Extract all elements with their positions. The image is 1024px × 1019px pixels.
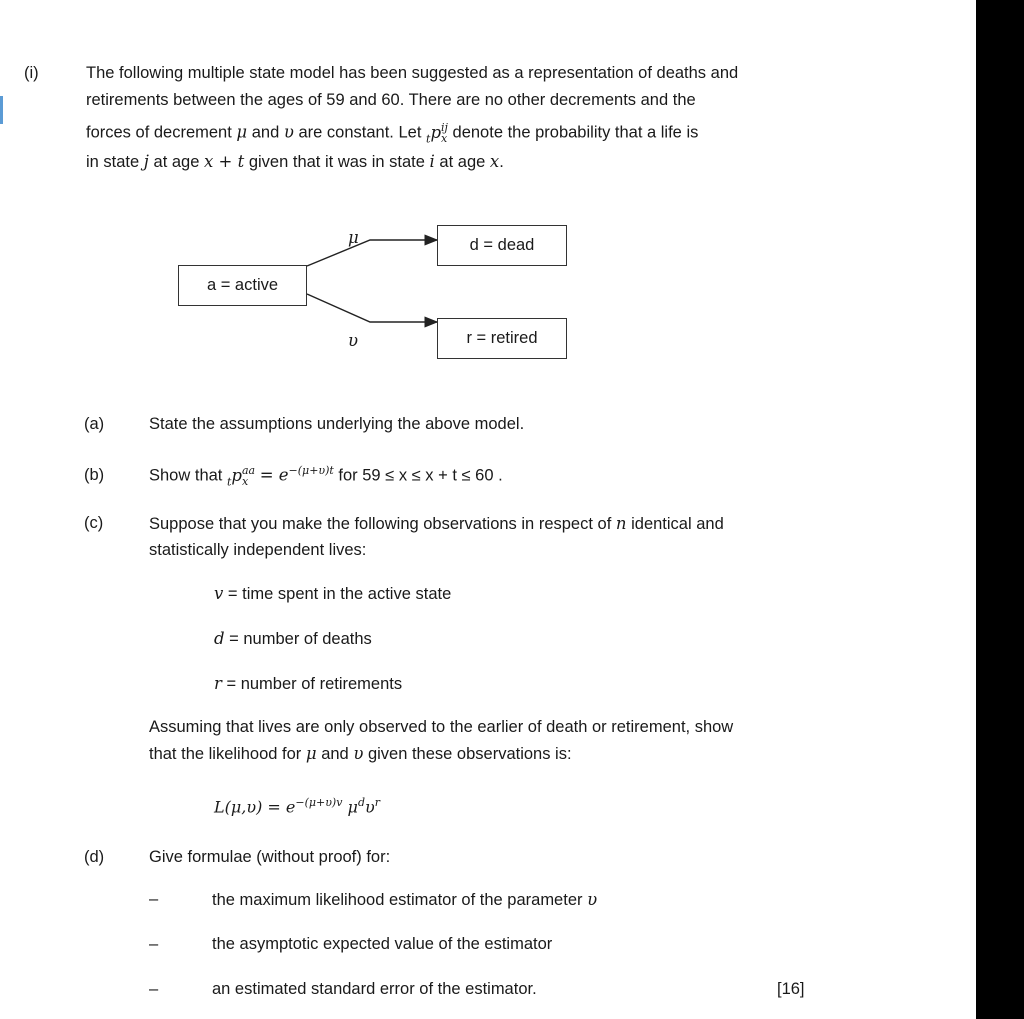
- state-dead-box: d = dead: [437, 225, 567, 266]
- question-number: (i): [24, 64, 39, 82]
- part-c-line-2: statistically independent lives:: [149, 541, 367, 559]
- rate-mu-label: μ: [348, 228, 359, 247]
- likelihood-formula: $L(\mu,\upsilon) = e^{-(\mu+\upsilon)v}$ $\mu^d\upsilon^r$: [214, 796, 380, 817]
- state-active-box: a = active: [178, 265, 307, 306]
- obs-r: r = number of retirements: [214, 674, 403, 693]
- part-c-line-1: Suppose that you make the following observations in respect of n identical and: [149, 514, 724, 533]
- part-b-label: (b): [84, 466, 105, 484]
- part-d-label: (d): [84, 848, 105, 866]
- obs-v: v = time spent in the active state: [214, 584, 452, 603]
- rate-upsilon-label: υ: [348, 331, 359, 350]
- intro-line-4: in state j at age x + t given that it was in state i at age x.: [86, 152, 504, 171]
- intro-line-1: The following multiple state model has been suggested as a representation of deaths and: [86, 64, 739, 82]
- part-c-line-4: that the likelihood for μ and υ given these observations is:: [149, 744, 572, 763]
- transition-arrow-retired: [307, 294, 437, 322]
- bullet-3: an estimated standard error of the estimator.: [212, 980, 537, 998]
- part-a-text: State the assumptions underlying the above model.: [149, 415, 525, 433]
- part-b-text: Show that $_t$p aa x = $e^{-(\mu+\upsilon)t}$ for 59 ≤ x ≤ x + t ≤ 60 .: [149, 464, 503, 488]
- bullet-dash-2: –: [149, 935, 159, 953]
- part-c-label: (c): [84, 514, 104, 532]
- marks: [16]: [777, 980, 805, 998]
- intro-line-3: forces of decrement μ and υ are constant. Let $_t$p ij x denote the probability that a life is: [86, 121, 699, 145]
- state-retired-box: r = retired: [437, 318, 567, 359]
- bullet-dash-3: –: [149, 980, 159, 998]
- pij-notation: $_t$p ij x: [426, 121, 448, 145]
- bullet-dash-1: –: [149, 890, 159, 908]
- part-d-text: Give formulae (without proof) for:: [149, 848, 391, 866]
- obs-d: d = number of deaths: [214, 629, 372, 648]
- bullet-2: the asymptotic expected value of the estimator: [212, 935, 553, 953]
- intro-line-2: retirements between the ages of 59 and 60. There are no other decrements and the: [86, 91, 696, 109]
- part-a-label: (a): [84, 415, 105, 433]
- bullet-1: the maximum likelihood estimator of the parameter υ: [212, 890, 598, 909]
- transition-arrow-dead: [307, 240, 437, 266]
- right-border-band: [976, 0, 1024, 1019]
- part-c-line-3: Assuming that lives are only observed to the earlier of death or retirement, show: [149, 718, 734, 736]
